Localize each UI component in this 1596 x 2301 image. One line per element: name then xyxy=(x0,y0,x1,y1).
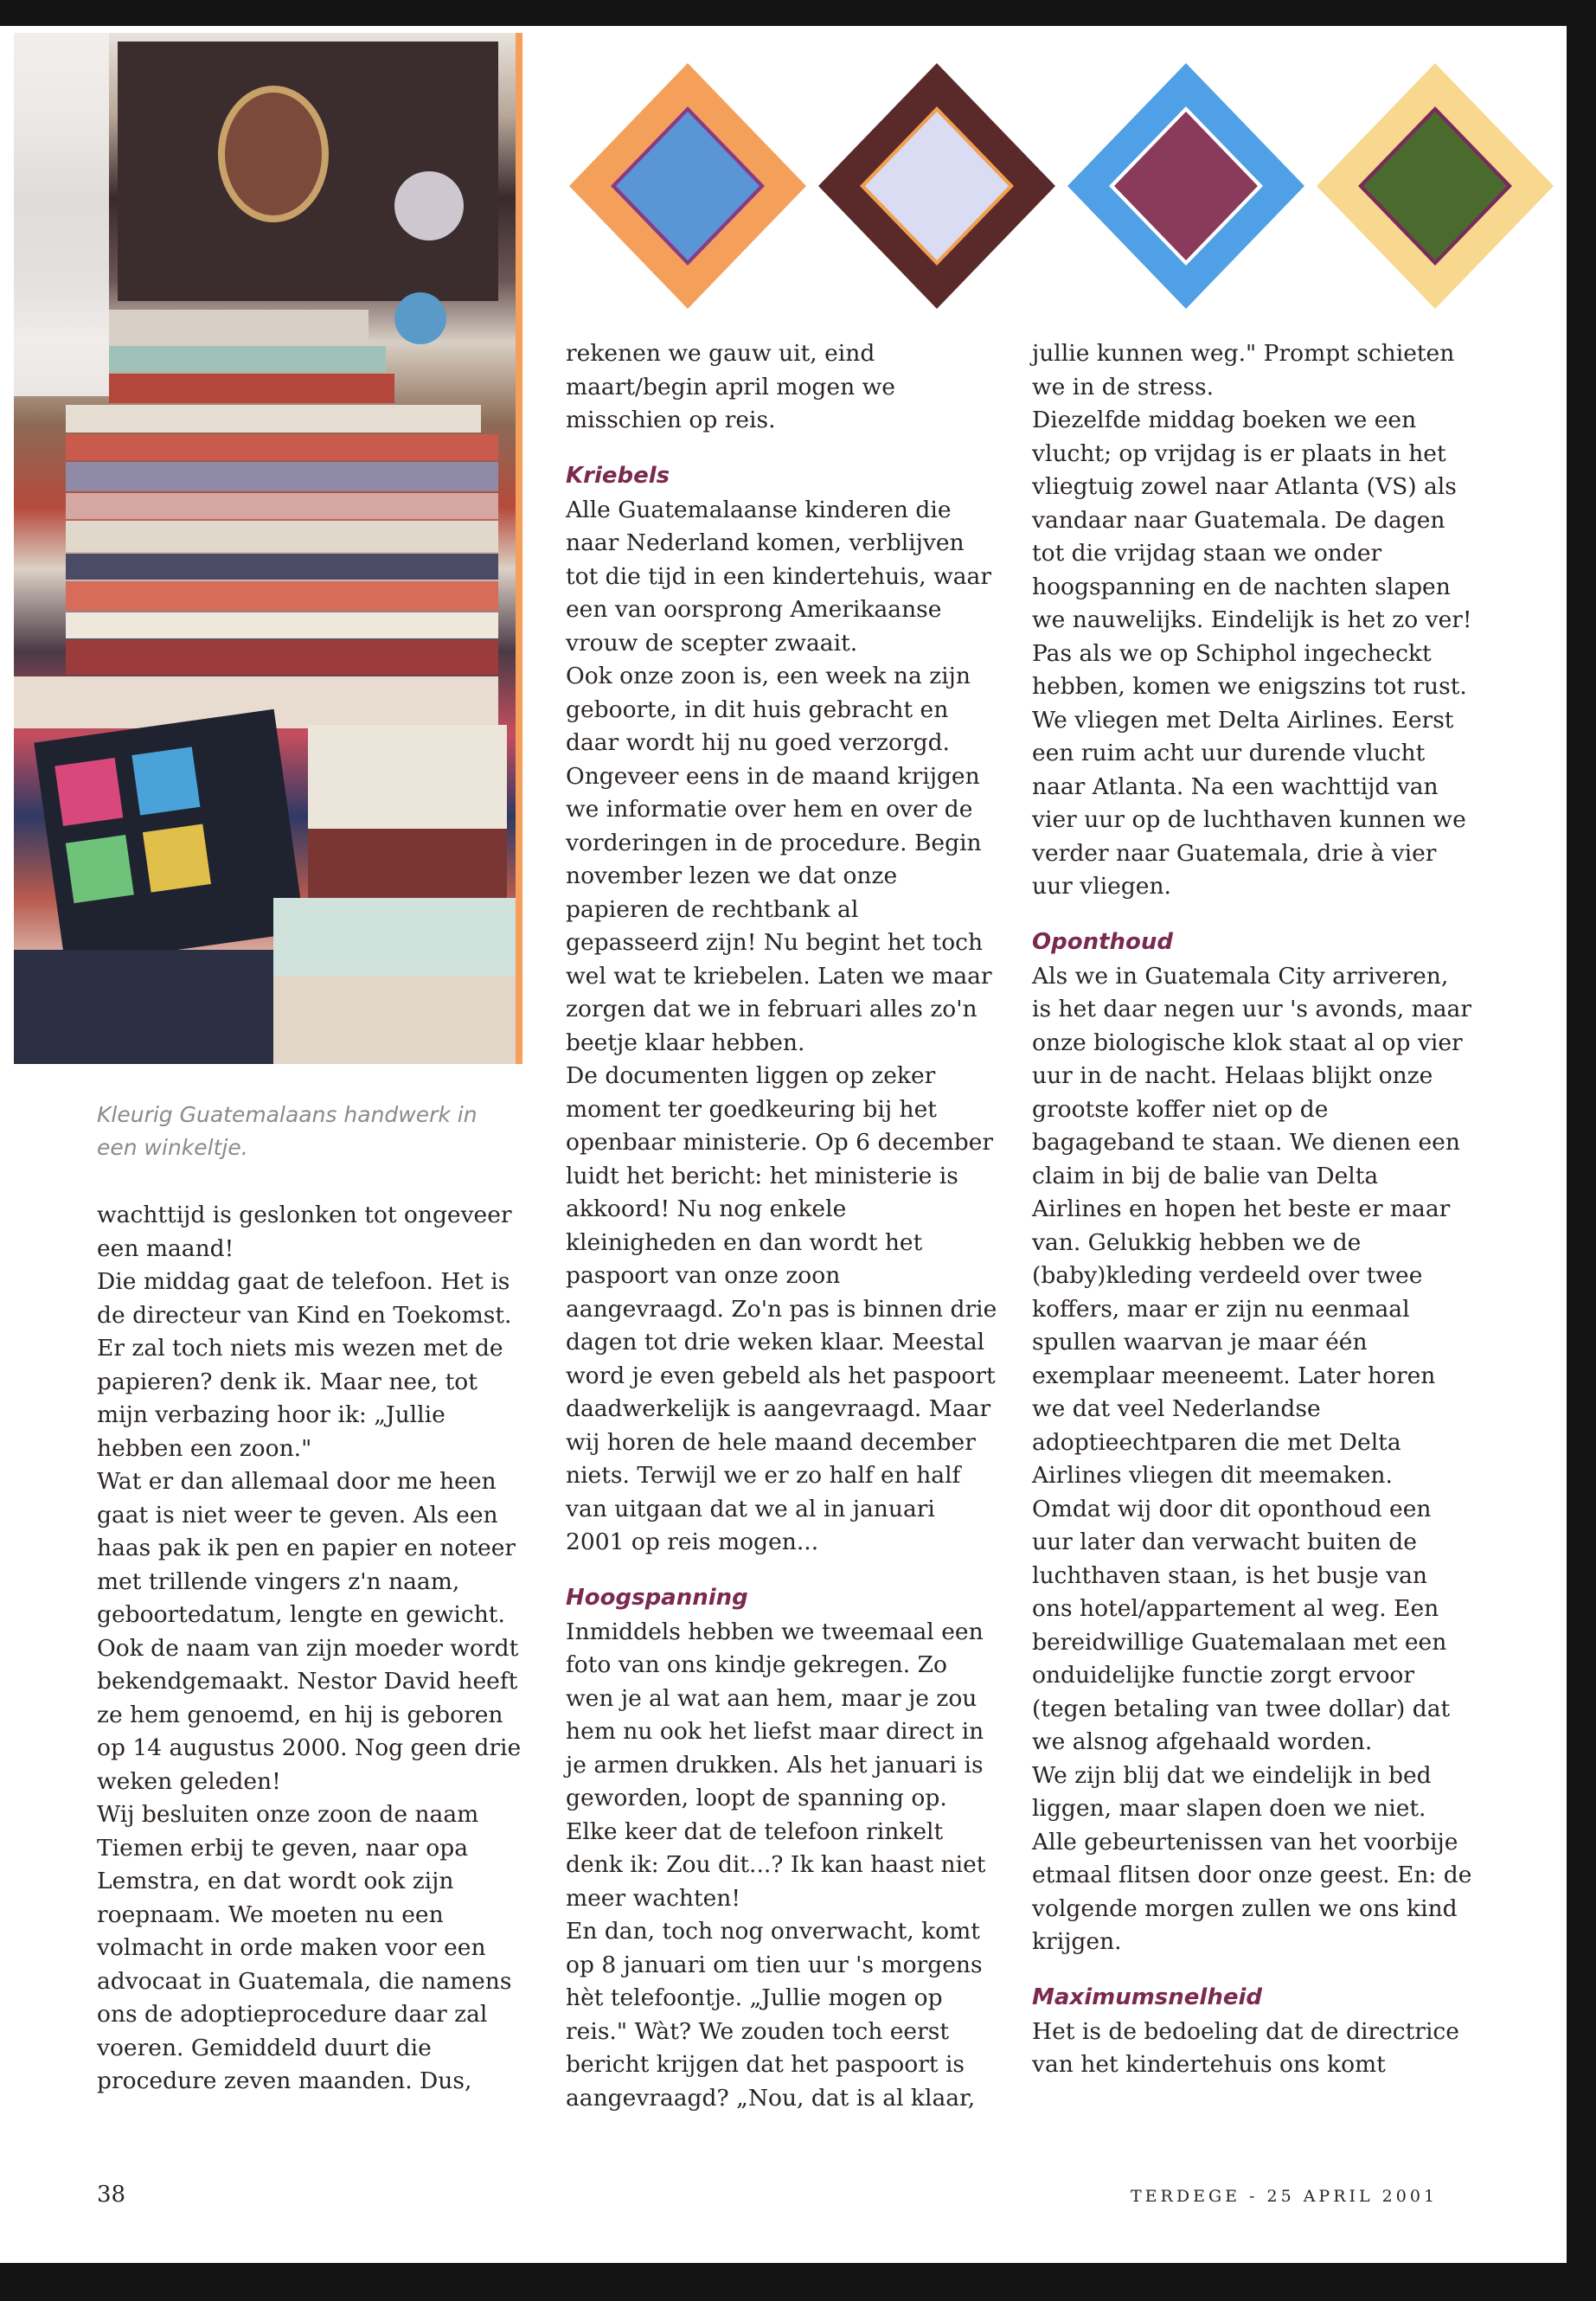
paragraph: Het is de bedoeling dat de directrice van het kindertehuis ons komt xyxy=(1032,2017,1459,2078)
paragraph: Pas als we op Schiphol ingecheckt hebben, komen we enigszins tot rust. We vliegen met Delta Airlines. Eerst een ruim acht uur durende vlucht naar Atlanta. Na een wachttijd van vier uur op de luchthaven kunnen we verder naar Guatemala, drie à vier uur vliegen. xyxy=(1032,639,1467,900)
diamond-4 xyxy=(1317,63,1554,309)
paragraph: Wij besluiten onze zoon de naam Tiemen erbij te geven, naar opa Lemstra, en dat wordt ook zijn roepnaam. We moeten nu een volmacht in orde maken voor een advocaat in Guatemala, die namens ons de adoptieprocedure daar zal voeren. Gemiddeld duurt die procedure zeven maanden. Dus, xyxy=(97,1801,512,2094)
decorative-diamonds xyxy=(562,56,1574,316)
paragraph: De documenten liggen op zeker moment ter goedkeuring bij het openbaar ministerie. Op 6 december luidt het bericht: het ministerie is akkoord! Nu nog enkele kleinigheden en dan wordt het paspoort van onze zoon aangevraagd. Zo'n pas is binnen drie dagen tot drie weken klaar. Meestal word je even gebeld als het paspoort daadwerkelijk is aangevraagd. Maar wij horen de hele maand december niets. Terwijl we er zo half en half van uitgaan dat we al in januari 2001 op reis mogen... xyxy=(566,1062,997,1555)
paragraph: Als we in Guatemala City arriveren, is het daar negen uur 's avonds, maar onze biologische klok staat al op vier uur in de nacht. Helaas blijkt onze grootste koffer niet op de bagageband te staan. We dienen een claim in bij de balie van Delta Airlines en hopen het beste er maar van. Gelukkig hebben we de (baby)kleding verdeeld over twee koffers, maar er zijn nu eenmaal spullen waarvan je maar één exemplaar meeneemt. Later horen we dat veel Nederlandse adoptieechtparen die met Delta Airlines vliegen dit meemaken. xyxy=(1032,962,1471,1489)
paragraph: We zijn blij dat we eindelijk in bed liggen, maar slapen doen we niet. Alle gebeurtenissen van het voorbije etmaal flitsen door onze geest. En: de volgende morgen zullen we ons kind krijgen. xyxy=(1032,1761,1472,1955)
paragraph: jullie kunnen weg." Prompt schieten we in de stress. xyxy=(1032,340,1455,401)
top-border xyxy=(0,0,1596,26)
diamond-3 xyxy=(1067,63,1304,309)
diamond-2 xyxy=(818,63,1055,309)
diamond-1 xyxy=(569,63,806,309)
heading-kriebels: Kriebels xyxy=(566,462,670,489)
heading-maximumsnelheid: Maximumsnelheid xyxy=(1032,1984,1262,2010)
paragraph: wachttijd is geslonken tot ongeveer een maand! xyxy=(97,1202,512,1262)
paragraph: Omdat wij door dit oponthoud een uur later dan verwacht buiten de luchthaven staan, is het busje van ons hotel/appartement al weg. Een bereidwillige Guatemalaan met een onduidelijke functie zorgt ervoor (tegen betaling van twee dollar) dat we alsnog afgehaald worden. xyxy=(1032,1495,1451,1755)
paragraph: Diezelfde middag boeken we een vlucht; op vrijdag is er plaats in het vliegtuig zowel naar Atlanta (VS) als vandaar naar Guatemala. De dagen tot die vrijdag staan we onder hoogspanning en de nachten slapen we nauwelijks. Eindelijk is het zo ver! xyxy=(1032,407,1472,633)
column-1 xyxy=(97,1199,529,2099)
paragraph: rekenen we gauw uit, eind maart/begin april mogen we misschien op reis. xyxy=(566,340,895,433)
bottom-border xyxy=(0,2263,1596,2301)
paragraph: Wat er dan allemaal door me heen gaat is niet weer te geven. Als een haas pak ik pen en papier en noteer met trillende vingers z'n naam, geboortedatum, lengte en gewicht. Ook de naam van zijn moeder wordt bekendgemaakt. Nestor David heeft ze hem genoemd, en hij is geboren op 14 augustus 2000. Nog geen drie weken geleden! xyxy=(97,1468,522,1795)
textile-stacks-illustration xyxy=(14,33,516,1064)
heading-oponthoud: Oponthoud xyxy=(1032,928,1174,955)
paragraph: Inmiddels hebben we tweemaal een foto van ons kindje gekregen. Zo wen je al wat aan hem, maar je zou hem nu ook het liefst maar direct in je armen drukken. Als het januari is geworden, loopt de spanning op. Elke keer dat de telefoon rinkelt denk ik: Zou dit...? Ik kan haast niet meer wachten! xyxy=(566,1618,986,1912)
paragraph: Ook onze zoon is, een week na zijn geboorte, in dit huis gebracht en daar wordt hij nu goed verzorgd. Ongeveer eens in de maand krijgen we informatie over hem en over de vorderingen in de procedure. Begin november lezen we dat onze papieren de rechtbank al gepasseerd zijn! Nu begint het toch wel wat te kriebelen. Laten we maar zorgen dat we in februari alles zo'n beetje klaar hebben. xyxy=(566,663,992,1056)
heading-hoogspanning: Hoogspanning xyxy=(566,1584,748,1611)
market-photo xyxy=(14,33,522,1064)
column-2 xyxy=(566,337,998,2115)
page-number: 38 xyxy=(97,2182,126,2208)
paragraph: En dan, toch nog onverwacht, komt op 8 januari om tien uur 's morgens hèt telefoontje. „Jullie mogen op reis." Wàt? We zouden toch eerst bericht krijgen dat het paspoort is aangevraagd? „Nou, dat is al klaar, xyxy=(566,1918,983,2112)
column-3 xyxy=(1032,337,1473,2082)
right-border xyxy=(1567,0,1596,2301)
publication-line: TERDEGE - 25 APRIL 2001 xyxy=(1131,2187,1439,2206)
paragraph: Alle Guatemalaanse kinderen die naar Nederland komen, verblijven tot die tijd in een kindertehuis, waar een van oorsprong Amerikaanse vrouw de scepter zwaait. xyxy=(566,496,992,657)
photo-caption: Kleurig Guatemalaans handwerk in een winkeltje. xyxy=(97,1102,478,1160)
paragraph: Die middag gaat de telefoon. Het is de directeur van Kind en Toekomst. Er zal toch niets mis wezen met de papieren? denk ik. Maar nee, tot mijn verbazing hoor ik: „Jullie hebben een zoon." xyxy=(97,1268,512,1462)
